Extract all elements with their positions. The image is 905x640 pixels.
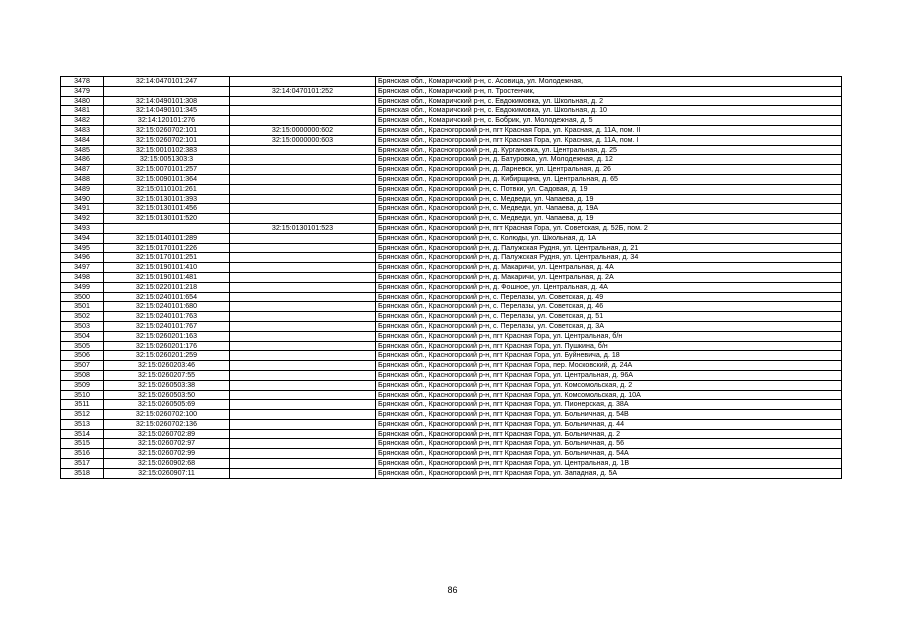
cadastral-number-alt-cell	[230, 106, 376, 116]
cadastral-number-cell: 32:15:0260503:38	[104, 380, 230, 390]
row-number-cell: 3499	[61, 282, 104, 292]
table-row	[61, 351, 842, 361]
row-number-cell: 3512	[61, 410, 104, 420]
row-number-cell: 3487	[61, 165, 104, 175]
address-cell: Брянская обл., Комаричский р-н, с. Евдокимовка, ул. Школьная, д. 2	[376, 96, 842, 106]
row-number-cell: 3514	[61, 429, 104, 439]
cadastral-number-alt-cell: 32:15:0000000:602	[230, 125, 376, 135]
table-row	[61, 155, 842, 165]
cadastral-number-alt-cell	[230, 145, 376, 155]
cadastral-number-alt-cell	[230, 302, 376, 312]
cadastral-number-alt-cell	[230, 419, 376, 429]
address-cell: Брянская обл., Красногорский р-н, пгт Красная Гора, ул. Советская, д. 52Б, пом. 2	[376, 223, 842, 233]
row-number-cell: 3483	[61, 125, 104, 135]
cadastral-number-cell	[104, 223, 230, 233]
cadastral-number-cell: 32:15:0260207:55	[104, 370, 230, 380]
address-cell: Брянская обл., Красногорский р-н, пгт Красная Гора, ул. Пионерская, д. 38А	[376, 400, 842, 410]
address-cell: Брянская обл., Красногорский р-н, пгт Красная Гора, ул. Больничная, д. 54В	[376, 410, 842, 420]
cadastral-number-alt-cell	[230, 194, 376, 204]
cadastral-number-alt-cell	[230, 459, 376, 469]
row-number-cell: 3493	[61, 223, 104, 233]
cadastral-number-alt-cell	[230, 351, 376, 361]
table-row	[61, 459, 842, 469]
table-row	[61, 331, 842, 341]
address-cell: Брянская обл., Красногорский р-н, с. Медведи, ул. Чапаева, д. 19	[376, 214, 842, 224]
row-number-cell: 3491	[61, 204, 104, 214]
cadastral-number-alt-cell	[230, 410, 376, 420]
row-number-cell: 3510	[61, 390, 104, 400]
cadastral-number-cell: 32:15:0260702:97	[104, 439, 230, 449]
row-number-cell: 3503	[61, 321, 104, 331]
address-cell: Брянская обл., Красногорский р-н, д. Фошное, ул. Центральная, д. 4А	[376, 282, 842, 292]
address-cell: Брянская обл., Красногорский р-н, пгт Красная Гора, ул. Больничная, д. 54А	[376, 449, 842, 459]
address-cell: Брянская обл., Красногорский р-н, пгт Красная Гора, ул. Пушкина, б/н	[376, 341, 842, 351]
address-cell: Брянская обл., Комаричский р-н, с. Евдокимовка, ул. Школьная, д. 10	[376, 106, 842, 116]
cadastral-number-cell: 32:15:0260702:99	[104, 449, 230, 459]
row-number-cell: 3500	[61, 292, 104, 302]
address-cell: Брянская обл., Красногорский р-н, д. Палужская Рудня, ул. Центральная, д. 21	[376, 243, 842, 253]
table-row	[61, 135, 842, 145]
cadastral-number-cell: 32:15:0240101:767	[104, 321, 230, 331]
address-cell: Брянская обл., Красногорский р-н, пгт Красная Гора, ул. Комсомольская, д. 10А	[376, 390, 842, 400]
table-row	[61, 419, 842, 429]
table-row	[61, 116, 842, 126]
table-row	[61, 400, 842, 410]
cadastral-number-alt-cell	[230, 174, 376, 184]
cadastral-number-alt-cell	[230, 380, 376, 390]
table-row	[61, 439, 842, 449]
cadastral-number-alt-cell: 32:15:0000000:603	[230, 135, 376, 145]
table-row	[61, 312, 842, 322]
cadastral-number-cell: 32:15:0110101:261	[104, 184, 230, 194]
address-cell: Брянская обл., Красногорский р-н, д. Кургановка, ул. Центральная, д. 25	[376, 145, 842, 155]
cadastral-number-alt-cell	[230, 96, 376, 106]
table-row	[61, 272, 842, 282]
cadastral-number-alt-cell	[230, 361, 376, 371]
cadastral-number-alt-cell	[230, 243, 376, 253]
row-number-cell: 3511	[61, 400, 104, 410]
cadastral-number-cell: 32:15:0130101:456	[104, 204, 230, 214]
cadastral-number-cell: 32:15:0260201:259	[104, 351, 230, 361]
cadastral-number-cell: 32:15:0260503:50	[104, 390, 230, 400]
table-row	[61, 184, 842, 194]
cadastral-number-cell: 32:15:0260907:11	[104, 468, 230, 478]
cadastral-number-alt-cell	[230, 400, 376, 410]
cadastral-number-cell: 32:15:0051303:3	[104, 155, 230, 165]
row-number-cell: 3490	[61, 194, 104, 204]
address-cell: Брянская обл., Красногорский р-н, д. Палужская Рудня, ул. Центральная, д. 34	[376, 253, 842, 263]
table-row	[61, 86, 842, 96]
address-cell: Брянская обл., Красногорский р-н, с. Перелазы, ул. Советская, д. 46	[376, 302, 842, 312]
cadastral-number-alt-cell	[230, 204, 376, 214]
cadastral-number-cell: 32:15:0220101:218	[104, 282, 230, 292]
row-number-cell: 3507	[61, 361, 104, 371]
address-cell: Брянская обл., Красногорский р-н, пгт Красная Гора, ул. Центральная, д. 96А	[376, 370, 842, 380]
table-row	[61, 263, 842, 273]
row-number-cell: 3515	[61, 439, 104, 449]
table-row	[61, 77, 842, 87]
row-number-cell: 3516	[61, 449, 104, 459]
table-row	[61, 243, 842, 253]
registry-table-container	[60, 76, 841, 479]
row-number-cell: 3480	[61, 96, 104, 106]
address-cell: Брянская обл., Красногорский р-н, пгт Красная Гора, ул. Красная, д. 11А, пом. II	[376, 125, 842, 135]
row-number-cell: 3517	[61, 459, 104, 469]
table-row	[61, 96, 842, 106]
address-cell: Брянская обл., Красногорский р-н, с. Медведи, ул. Чапаева, д. 19А	[376, 204, 842, 214]
cadastral-number-alt-cell	[230, 341, 376, 351]
cadastral-number-cell: 32:15:0090101:364	[104, 174, 230, 184]
cadastral-number-cell: 32:15:0260505:69	[104, 400, 230, 410]
row-number-cell: 3502	[61, 312, 104, 322]
row-number-cell: 3496	[61, 253, 104, 263]
row-number-cell: 3492	[61, 214, 104, 224]
cadastral-number-cell: 32:15:0130101:520	[104, 214, 230, 224]
table-row	[61, 449, 842, 459]
address-cell: Брянская обл., Красногорский р-н, пгт Красная Гора, пер. Московский, д. 24А	[376, 361, 842, 371]
row-number-cell: 3494	[61, 233, 104, 243]
address-cell: Брянская обл., Красногорский р-н, пгт Красная Гора, ул. Больничная, д. 56	[376, 439, 842, 449]
row-number-cell: 3513	[61, 419, 104, 429]
cadastral-number-alt-cell	[230, 77, 376, 87]
row-number-cell: 3504	[61, 331, 104, 341]
cadastral-number-cell: 32:15:0260201:163	[104, 331, 230, 341]
address-cell: Брянская обл., Красногорский р-н, пгт Красная Гора, ул. Красная, д. 11А, пом. I	[376, 135, 842, 145]
address-cell: Брянская обл., Красногорский р-н, с. Медведи, ул. Чапаева, д. 19	[376, 194, 842, 204]
cadastral-number-cell: 32:15:0240101:680	[104, 302, 230, 312]
cadastral-number-alt-cell	[230, 331, 376, 341]
cadastral-number-alt-cell	[230, 233, 376, 243]
cadastral-number-cell: 32:15:0260702:101	[104, 125, 230, 135]
row-number-cell: 3488	[61, 174, 104, 184]
table-row	[61, 106, 842, 116]
table-row	[61, 468, 842, 478]
registry-table	[60, 76, 842, 479]
row-number-cell: 3509	[61, 380, 104, 390]
cadastral-number-alt-cell	[230, 263, 376, 273]
address-cell: Брянская обл., Красногорский р-н, пгт Красная Гора, ул. Больничная, д. 44	[376, 419, 842, 429]
table-row	[61, 321, 842, 331]
cadastral-number-alt-cell	[230, 468, 376, 478]
cadastral-number-cell: 32:15:0260702:136	[104, 419, 230, 429]
table-row	[61, 361, 842, 371]
address-cell: Брянская обл., Красногорский р-н, д. Макаричи, ул. Центральная, д. 4А	[376, 263, 842, 273]
cadastral-number-alt-cell	[230, 370, 376, 380]
table-row	[61, 253, 842, 263]
address-cell: Брянская обл., Красногорский р-н, пгт Красная Гора, ул. Комсомольская, д. 2	[376, 380, 842, 390]
row-number-cell: 3485	[61, 145, 104, 155]
row-number-cell: 3505	[61, 341, 104, 351]
cadastral-number-cell: 32:15:0070101:257	[104, 165, 230, 175]
table-row	[61, 194, 842, 204]
address-cell: Брянская обл., Красногорский р-н, пгт Красная Гора, ул. Центральная, б/н	[376, 331, 842, 341]
cadastral-number-alt-cell	[230, 116, 376, 126]
table-row	[61, 390, 842, 400]
cadastral-number-cell: 32:15:0240101:654	[104, 292, 230, 302]
cadastral-number-cell: 32:14:0470101:247	[104, 77, 230, 87]
table-row	[61, 125, 842, 135]
table-row	[61, 145, 842, 155]
cadastral-number-cell: 32:15:0130101:393	[104, 194, 230, 204]
cadastral-number-cell: 32:15:0170101:226	[104, 243, 230, 253]
cadastral-number-alt-cell: 32:14:0470101:252	[230, 86, 376, 96]
cadastral-number-cell: 32:15:0260702:101	[104, 135, 230, 145]
table-row	[61, 380, 842, 390]
row-number-cell: 3489	[61, 184, 104, 194]
address-cell: Брянская обл., Комаричский р-н, с. Бобрик, ул. Молодежная, д. 5	[376, 116, 842, 126]
row-number-cell: 3498	[61, 272, 104, 282]
cadastral-number-alt-cell	[230, 155, 376, 165]
table-row	[61, 214, 842, 224]
cadastral-number-alt-cell: 32:15:0130101:523	[230, 223, 376, 233]
cadastral-number-alt-cell	[230, 253, 376, 263]
cadastral-number-cell: 32:15:0260203:46	[104, 361, 230, 371]
table-row	[61, 410, 842, 420]
cadastral-number-alt-cell	[230, 312, 376, 322]
table-row	[61, 302, 842, 312]
cadastral-number-cell	[104, 86, 230, 96]
row-number-cell: 3479	[61, 86, 104, 96]
cadastral-number-cell: 32:15:0260902:68	[104, 459, 230, 469]
table-row	[61, 292, 842, 302]
registry-table-body	[61, 77, 842, 479]
address-cell: Брянская обл., Красногорский р-н, с. Колюды, ул. Школьная, д. 1А	[376, 233, 842, 243]
address-cell: Брянская обл., Комаричский р-н, п. Тростенчик,	[376, 86, 842, 96]
cadastral-number-alt-cell	[230, 439, 376, 449]
row-number-cell: 3486	[61, 155, 104, 165]
address-cell: Брянская обл., Красногорский р-н, д. Кибирщина, ул. Центральная, д. 65	[376, 174, 842, 184]
cadastral-number-alt-cell	[230, 282, 376, 292]
table-row	[61, 429, 842, 439]
cadastral-number-cell: 32:14:120101:276	[104, 116, 230, 126]
table-row	[61, 233, 842, 243]
row-number-cell: 3478	[61, 77, 104, 87]
cadastral-number-cell: 32:15:0190101:410	[104, 263, 230, 273]
cadastral-number-alt-cell	[230, 429, 376, 439]
cadastral-number-cell: 32:15:0140101:289	[104, 233, 230, 243]
row-number-cell: 3497	[61, 263, 104, 273]
table-row	[61, 370, 842, 380]
row-number-cell: 3495	[61, 243, 104, 253]
address-cell: Брянская обл., Красногорский р-н, пгт Красная Гора, ул. Центральная, д. 1В	[376, 459, 842, 469]
table-row	[61, 174, 842, 184]
row-number-cell: 3518	[61, 468, 104, 478]
cadastral-number-cell: 32:14:0490101:308	[104, 96, 230, 106]
cadastral-number-alt-cell	[230, 165, 376, 175]
address-cell: Брянская обл., Красногорский р-н, с. Перелазы, ул. Советская, д. 49	[376, 292, 842, 302]
row-number-cell: 3506	[61, 351, 104, 361]
page-number: 86	[447, 585, 458, 595]
cadastral-number-cell: 32:14:0490101:345	[104, 106, 230, 116]
cadastral-number-cell: 32:15:0260702:89	[104, 429, 230, 439]
cadastral-number-alt-cell	[230, 272, 376, 282]
address-cell: Брянская обл., Красногорский р-н, пгт Красная Гора, ул. Буйневича, д. 18	[376, 351, 842, 361]
address-cell: Брянская обл., Красногорский р-н, д. Ларневск, ул. Центральная, д. 26	[376, 165, 842, 175]
table-row	[61, 165, 842, 175]
address-cell: Брянская обл., Красногорский р-н, пгт Красная Гора, ул. Больничная, д. 2	[376, 429, 842, 439]
row-number-cell: 3508	[61, 370, 104, 380]
address-cell: Брянская обл., Красногорский р-н, д. Батуровка, ул. Молодежная, д. 12	[376, 155, 842, 165]
row-number-cell: 3482	[61, 116, 104, 126]
address-cell: Брянская обл., Красногорский р-н, д. Макаричи, ул. Центральная, д. 2А	[376, 272, 842, 282]
table-row	[61, 223, 842, 233]
table-row	[61, 204, 842, 214]
cadastral-number-cell: 32:15:0260702:100	[104, 410, 230, 420]
cadastral-number-cell: 32:15:0010102:383	[104, 145, 230, 155]
address-cell: Брянская обл., Красногорский р-н, с. Потвки, ул. Садовая, д. 19	[376, 184, 842, 194]
cadastral-number-alt-cell	[230, 292, 376, 302]
cadastral-number-alt-cell	[230, 214, 376, 224]
cadastral-number-alt-cell	[230, 321, 376, 331]
cadastral-number-alt-cell	[230, 449, 376, 459]
address-cell: Брянская обл., Красногорский р-н, пгт Красная Гора, ул. Западная, д. 5А	[376, 468, 842, 478]
address-cell: Брянская обл., Комаричский р-н, с. Асовица, ул. Молодежная,	[376, 77, 842, 87]
row-number-cell: 3484	[61, 135, 104, 145]
cadastral-number-alt-cell	[230, 390, 376, 400]
row-number-cell: 3501	[61, 302, 104, 312]
address-cell: Брянская обл., Красногорский р-н, с. Перелазы, ул. Советская, д. 51	[376, 312, 842, 322]
cadastral-number-cell: 32:15:0190101:481	[104, 272, 230, 282]
table-row	[61, 341, 842, 351]
cadastral-number-cell: 32:15:0170101:251	[104, 253, 230, 263]
cadastral-number-alt-cell	[230, 184, 376, 194]
cadastral-number-cell: 32:15:0260201:176	[104, 341, 230, 351]
table-row	[61, 282, 842, 292]
row-number-cell: 3481	[61, 106, 104, 116]
address-cell: Брянская обл., Красногорский р-н, с. Перелазы, ул. Советская, д. 3А	[376, 321, 842, 331]
cadastral-number-cell: 32:15:0240101:763	[104, 312, 230, 322]
